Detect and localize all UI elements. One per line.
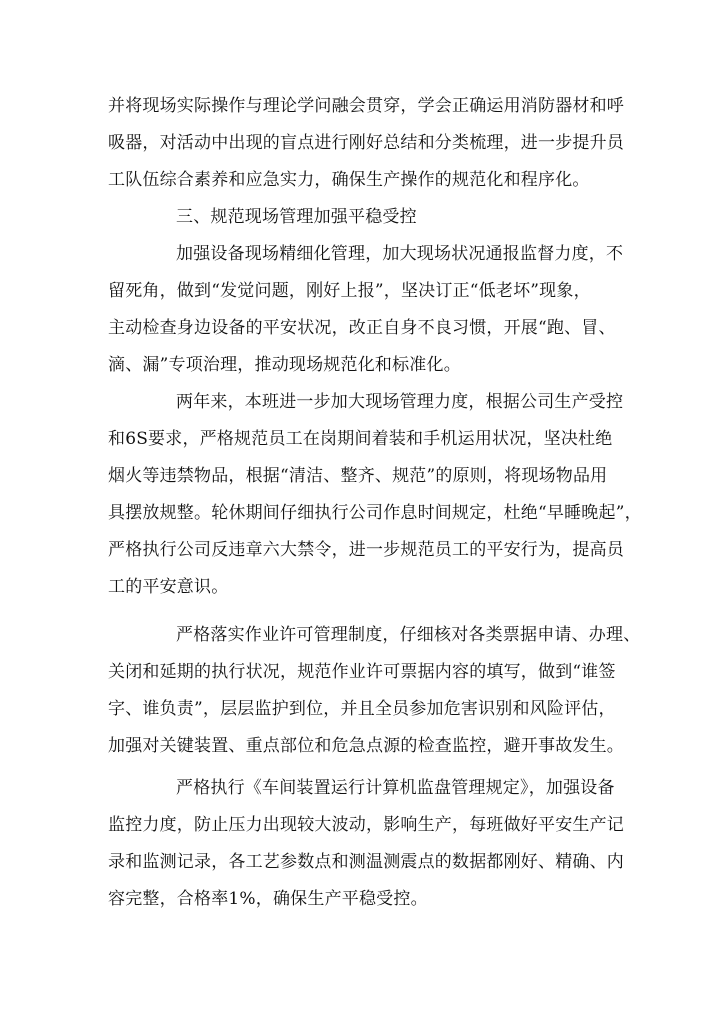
- paragraph-line: 严格落实作业许可管理制度，仔细核对各类票据申请、办理、: [176, 625, 641, 645]
- paragraph-line: 严格执行公司反违章六大禁令，进一步规范员工的平安行为，提高员: [108, 540, 624, 560]
- paragraph-line: 严格执行《车间装置运行计算机监盘管理规定》，加强设备: [176, 778, 615, 798]
- paragraph-line: 加强对关键装置、重点部位和危急点源的检查监控，避开事故发生。: [108, 736, 624, 756]
- paragraph-line: 吸器，对活动中出现的盲点进行刚好总结和分类梳理，进一步提升员: [108, 133, 624, 153]
- paragraph-line: 字、谁负责”，层层监护到位，并且全员参加危害识别和风险评估，: [108, 699, 616, 719]
- paragraph-line: 并将现场实际操作与理论学问融会贯穿，学会正确运用消防器材和呼: [108, 96, 624, 116]
- paragraph-line: 关闭和延期的执行状况，规范作业许可票据内容的填写，做到“谁签: [108, 662, 616, 682]
- paragraph-line: 和6S要求，严格规范员工在岗期间着装和手机运用状况，坚决杜绝: [108, 429, 613, 449]
- paragraph-line: 两年来，本班进一步加大现场管理力度，根据公司生产受控: [176, 392, 624, 412]
- paragraph-line: 留死角，做到“发觉问题，刚好上报”，坚决订正“低老坏”现象，: [108, 281, 591, 301]
- paragraph-line: 具摆放规整。轮休期间仔细执行公司作息时间规定，杜绝“早睡晚起”，: [108, 503, 642, 523]
- section-heading: 三、规范现场管理加强平稳受控: [176, 207, 417, 227]
- paragraph-line: 烟火等违禁物品，根据“清洁、整齐、规范”的原则，将现场物品用: [108, 466, 608, 486]
- paragraph-line: 加强设备现场精细化管理，加大现场状况通报监督力度，不: [176, 244, 624, 264]
- paragraph-line: 主动检查身边设备的平安状况，改正自身不良习惯，开展“跑、冒、: [108, 318, 616, 338]
- paragraph-line: 滴、漏”专项治理，推动现场规范化和标准化。: [108, 355, 461, 375]
- paragraph-line: 容完整，合格率1%，确保生产平稳受控。: [108, 889, 428, 909]
- paragraph-line: 工的平安意识。: [108, 577, 229, 597]
- paragraph-line: 工队伍综合素养和应急实力，确保生产操作的规范化和程序化。: [108, 170, 590, 190]
- paragraph-line: 监控力度，防止压力出现较大波动，影响生产，每班做好平安生产记: [108, 815, 624, 835]
- paragraph-line: 录和监测记录，各工艺参数点和测温测震点的数据都刚好、精确、内: [108, 852, 624, 872]
